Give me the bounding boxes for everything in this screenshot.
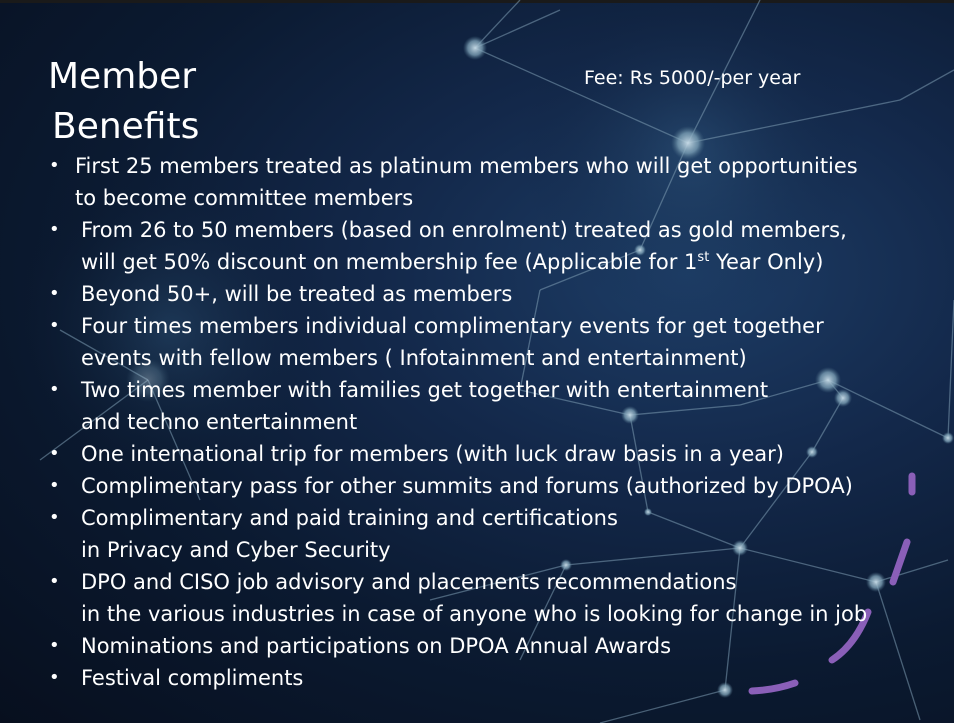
list-item xyxy=(46,150,906,214)
slide-title xyxy=(48,52,199,152)
benefit-text: One international trip for members (with luck draw basis in a year) xyxy=(81,442,784,466)
benefit-text-part: will get 50% discount on membership fee (Applicable for 1 xyxy=(81,250,698,274)
benefit-text: Nominations and participations on DPOA Annual Awards xyxy=(81,634,672,658)
bullet: • xyxy=(49,315,60,336)
benefit-text: in the various industries in case of anyone who is looking for change in job xyxy=(81,602,868,626)
benefit-text: Beyond 50+, will be treated as members xyxy=(81,282,513,306)
benefit-text: From 26 to 50 members (based on enrolment) treated as gold members, xyxy=(81,218,847,242)
list-item xyxy=(46,470,906,502)
benefit-text: First 25 members treated as platinum members who will get opportunities xyxy=(75,154,858,178)
bullet: • xyxy=(49,379,60,400)
benefit-text: Complimentary and paid training and certifications xyxy=(81,506,618,530)
bullet: • xyxy=(49,283,60,304)
bullet: • xyxy=(49,155,60,176)
list-item xyxy=(46,374,906,438)
benefit-text: to become committee members xyxy=(75,186,414,210)
list-item xyxy=(46,566,906,630)
benefit-text: Festival compliments xyxy=(81,666,304,690)
superscript: st xyxy=(697,250,710,265)
benefit-text: Four times members individual complimentary events for get together xyxy=(81,314,824,338)
benefit-text xyxy=(81,246,906,278)
benefit-text: in Privacy and Cyber Security xyxy=(81,538,391,562)
list-item xyxy=(46,214,906,278)
bullet: • xyxy=(49,443,60,464)
benefit-text: DPO and CISO job advisory and placements recommendations xyxy=(81,570,737,594)
bullet: • xyxy=(49,635,60,656)
benefit-text: Complimentary pass for other summits and forums (authorized by DPOA) xyxy=(81,474,853,498)
benefit-text: and techno entertainment xyxy=(81,410,358,434)
list-item xyxy=(46,630,906,662)
title-line-1: Member xyxy=(48,56,197,97)
list-item xyxy=(46,502,906,566)
list-item xyxy=(46,662,906,694)
benefit-text: Two times member with families get together with entertainment xyxy=(81,378,769,402)
benefit-text-part: Year Only) xyxy=(709,250,824,274)
bullet: • xyxy=(49,667,60,688)
bullet: • xyxy=(49,571,60,592)
bullet: • xyxy=(49,219,60,240)
list-item xyxy=(46,278,906,310)
title-line-2: Benefits xyxy=(52,106,200,147)
fee-label: Fee: Rs 5000/-per year xyxy=(584,67,801,89)
list-item xyxy=(46,438,906,470)
list-item xyxy=(46,310,906,374)
benefit-text: events with fellow members ( Infotainment and entertainment) xyxy=(81,346,747,370)
bullet: • xyxy=(49,507,60,528)
bullet: • xyxy=(49,475,60,496)
benefits-list xyxy=(46,150,906,694)
